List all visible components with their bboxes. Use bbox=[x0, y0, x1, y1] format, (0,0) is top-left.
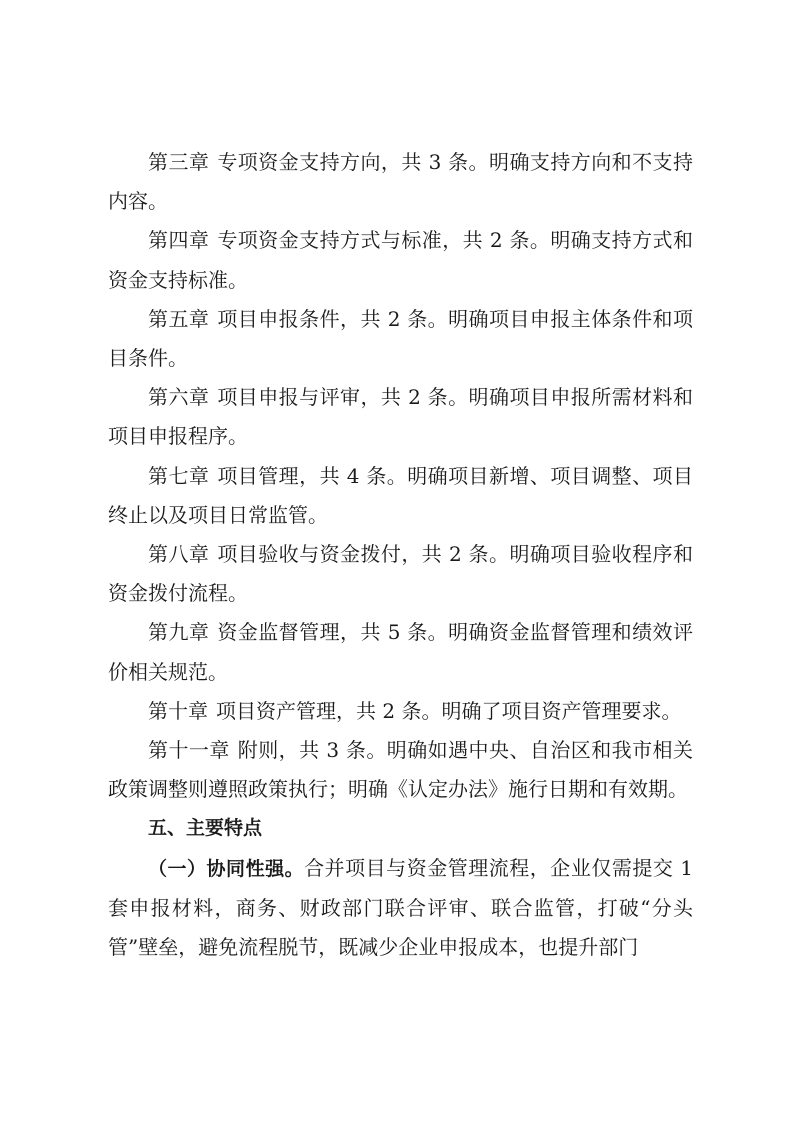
chapter-label: 第四章 bbox=[148, 228, 210, 253]
chapter-5-paragraph bbox=[108, 300, 693, 378]
chapter-text: 资金监督管理，共 5 条。明确资金监督管理和绩效评价相关规范。 bbox=[108, 620, 693, 684]
chapter-4-paragraph bbox=[108, 221, 693, 299]
chapter-label: 第三章 bbox=[148, 150, 210, 174]
chapter-text: 项目管理，共 4 条。明确项目新增、项目调整、项目终止以及项目日常监管。 bbox=[108, 463, 693, 527]
chapter-label: 第六章 bbox=[148, 385, 210, 410]
feature-body: 合并项目与资金管理流程，企业仅需提交 1 套申报材料，商务、财政部门联合评审、联合监管，打破“分头管”壁垒，避免流程脱节，既减少企业申报成本，也提升部门 bbox=[108, 855, 693, 960]
chapter-text: 专项资金支持方向，共 3 条。明确支持方向和不支持内容。 bbox=[108, 150, 693, 214]
document-body bbox=[108, 143, 693, 967]
chapter-text: 项目申报条件，共 2 条。明确项目申报主体条件和项目条件。 bbox=[108, 306, 693, 371]
chapter-8-paragraph bbox=[108, 535, 693, 613]
chapter-label: 第五章 bbox=[148, 306, 210, 331]
chapter-label: 第十一章 bbox=[148, 738, 230, 763]
chapter-9-paragraph bbox=[108, 613, 693, 691]
chapter-label: 第八章 bbox=[148, 542, 210, 567]
chapter-label: 第十章 bbox=[148, 698, 208, 723]
chapter-6-paragraph bbox=[108, 378, 693, 456]
feature-paragraph bbox=[108, 849, 693, 968]
section-heading: 五、主要特点 bbox=[148, 817, 263, 840]
chapter-3-paragraph bbox=[108, 143, 693, 221]
chapter-text: 项目验收与资金拨付，共 2 条。明确项目验收程序和资金拨付流程。 bbox=[108, 542, 693, 606]
chapter-text: 项目申报与评审，共 2 条。明确项目申报所需材料和项目申报程序。 bbox=[108, 385, 693, 449]
chapter-text: 项目资产管理，共 2 条。明确了项目资产管理要求。 bbox=[216, 698, 682, 723]
chapter-text: 附则，共 3 条。明确如遇中央、自治区和我市相关政策调整则遵照政策执行；明确《认定办法》施行日期和有效期。 bbox=[108, 738, 693, 802]
chapter-label: 第九章 bbox=[148, 620, 210, 645]
chapter-7-paragraph bbox=[108, 457, 693, 535]
chapter-10-paragraph bbox=[108, 692, 693, 731]
sub-heading: （一）协同性强。 bbox=[148, 857, 305, 880]
chapter-11-paragraph bbox=[108, 731, 693, 809]
chapter-label: 第七章 bbox=[148, 463, 210, 488]
chapter-text: 专项资金支持方式与标准，共 2 条。明确支持方式和资金支持标准。 bbox=[108, 228, 693, 292]
